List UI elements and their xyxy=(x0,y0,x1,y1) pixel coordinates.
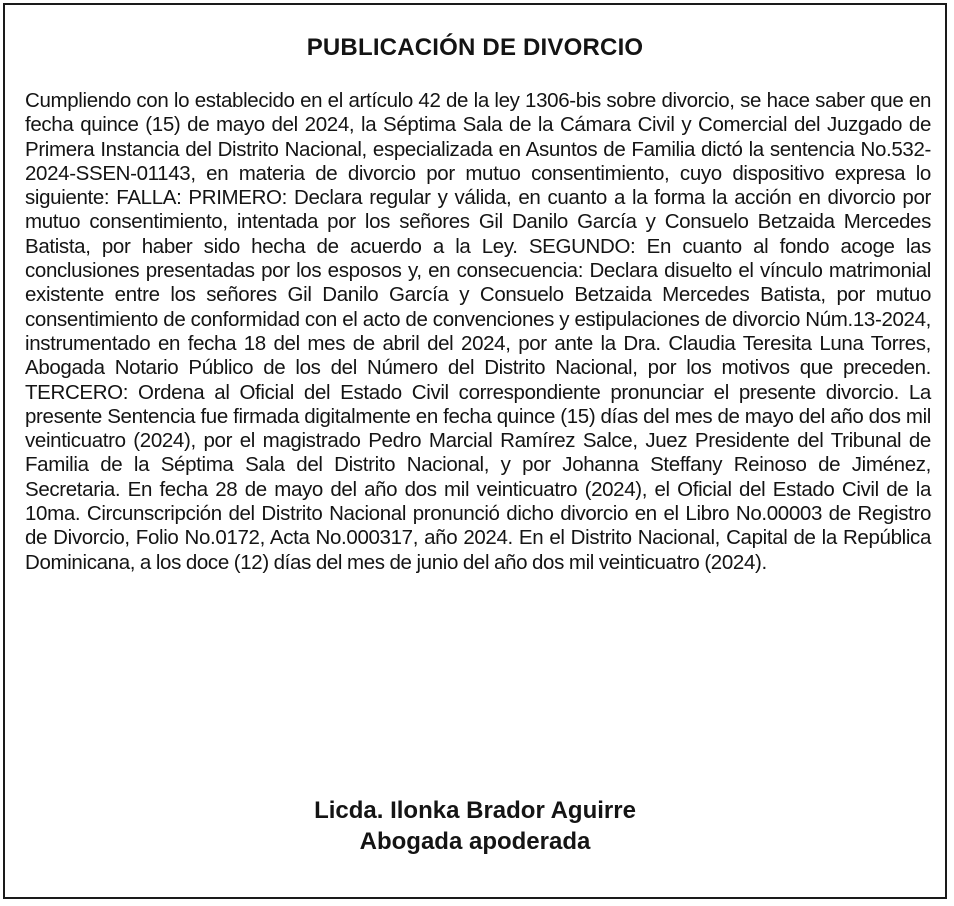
signature-block xyxy=(5,795,945,857)
signature-name: Licda. Ilonka Brador Aguirre xyxy=(314,797,636,824)
signature-role: Abogada apoderada xyxy=(359,828,591,855)
notice-title: PUBLICACIÓN DE DIVORCIO xyxy=(306,34,644,61)
notice-frame xyxy=(3,3,947,899)
notice-body: Cumpliendo con lo establecido en el artículo 42 de la ley 1306-bis sobre divorcio, se hace saber que en fecha quince (15) de mayo del 2024, la Séptima Sala de la Cámara Civil y Comercial del Juzgado de Primera Instancia del Distrito Nacional, especializada en Asuntos de Familia dictó la sentencia No.532-2024-SSEN-01143, en materia de divorcio por mutuo consentimiento, cuyo dispositivo expresa lo siguiente: FALLA: PRIMERO: Declara regular y válida, en cuanto a la forma la acción en divorcio por mutuo consentimiento, intentada por los señores Gil Danilo García y Consuelo Betzaida Mercedes Batista, por haber sido hecha de acuerdo a la Ley. SEGUNDO: En cuanto al fondo acoge las conclusiones presentadas por los esposos y, en consecuencia: Declara disuelto el vínculo matrimonial existente entre los señores Gil Danilo García y Consuelo Betzaida Mercedes Batista, por mutuo consentimiento de conformidad con el acto de convenciones y estipulaciones de divorcio Núm.13-2024, instrumentado en fecha 18 del mes de abril del 2024, por ante la Dra. Claudia Teresita Luna Torres, Abogada Notario Público de los del Número del Distrito Nacional, por los motivos que preceden. TERCERO: Ordena al Oficial del Estado Civil correspondiente pronunciar el presente divorcio. La presente Sentencia fue firmada digitalmente en fecha quince (15) días del mes de mayo del año dos mil veinticuatro (2024), por el magistrado Pedro Marcial Ramírez Salce, Juez Presidente del Tribunal de Familia de la Séptima Sala del Distrito Nacional, y por Johanna Steffany Reinoso de Jiménez, Secretaria. En fecha 28 de mayo del año dos mil veinticuatro (2024), el Oficial del Estado Civil de la 10ma. Circunscripción del Distrito Nacional pronunció dicho divorcio en el Libro No.00003 de Registro de Divorcio, Folio No.0172, Acta No.000317, año 2024. En el Distrito Nacional, Capital de la República Dominicana, a los doce (12) días del mes de junio del año dos mil veinticuatro (2024). xyxy=(25,89,931,574)
